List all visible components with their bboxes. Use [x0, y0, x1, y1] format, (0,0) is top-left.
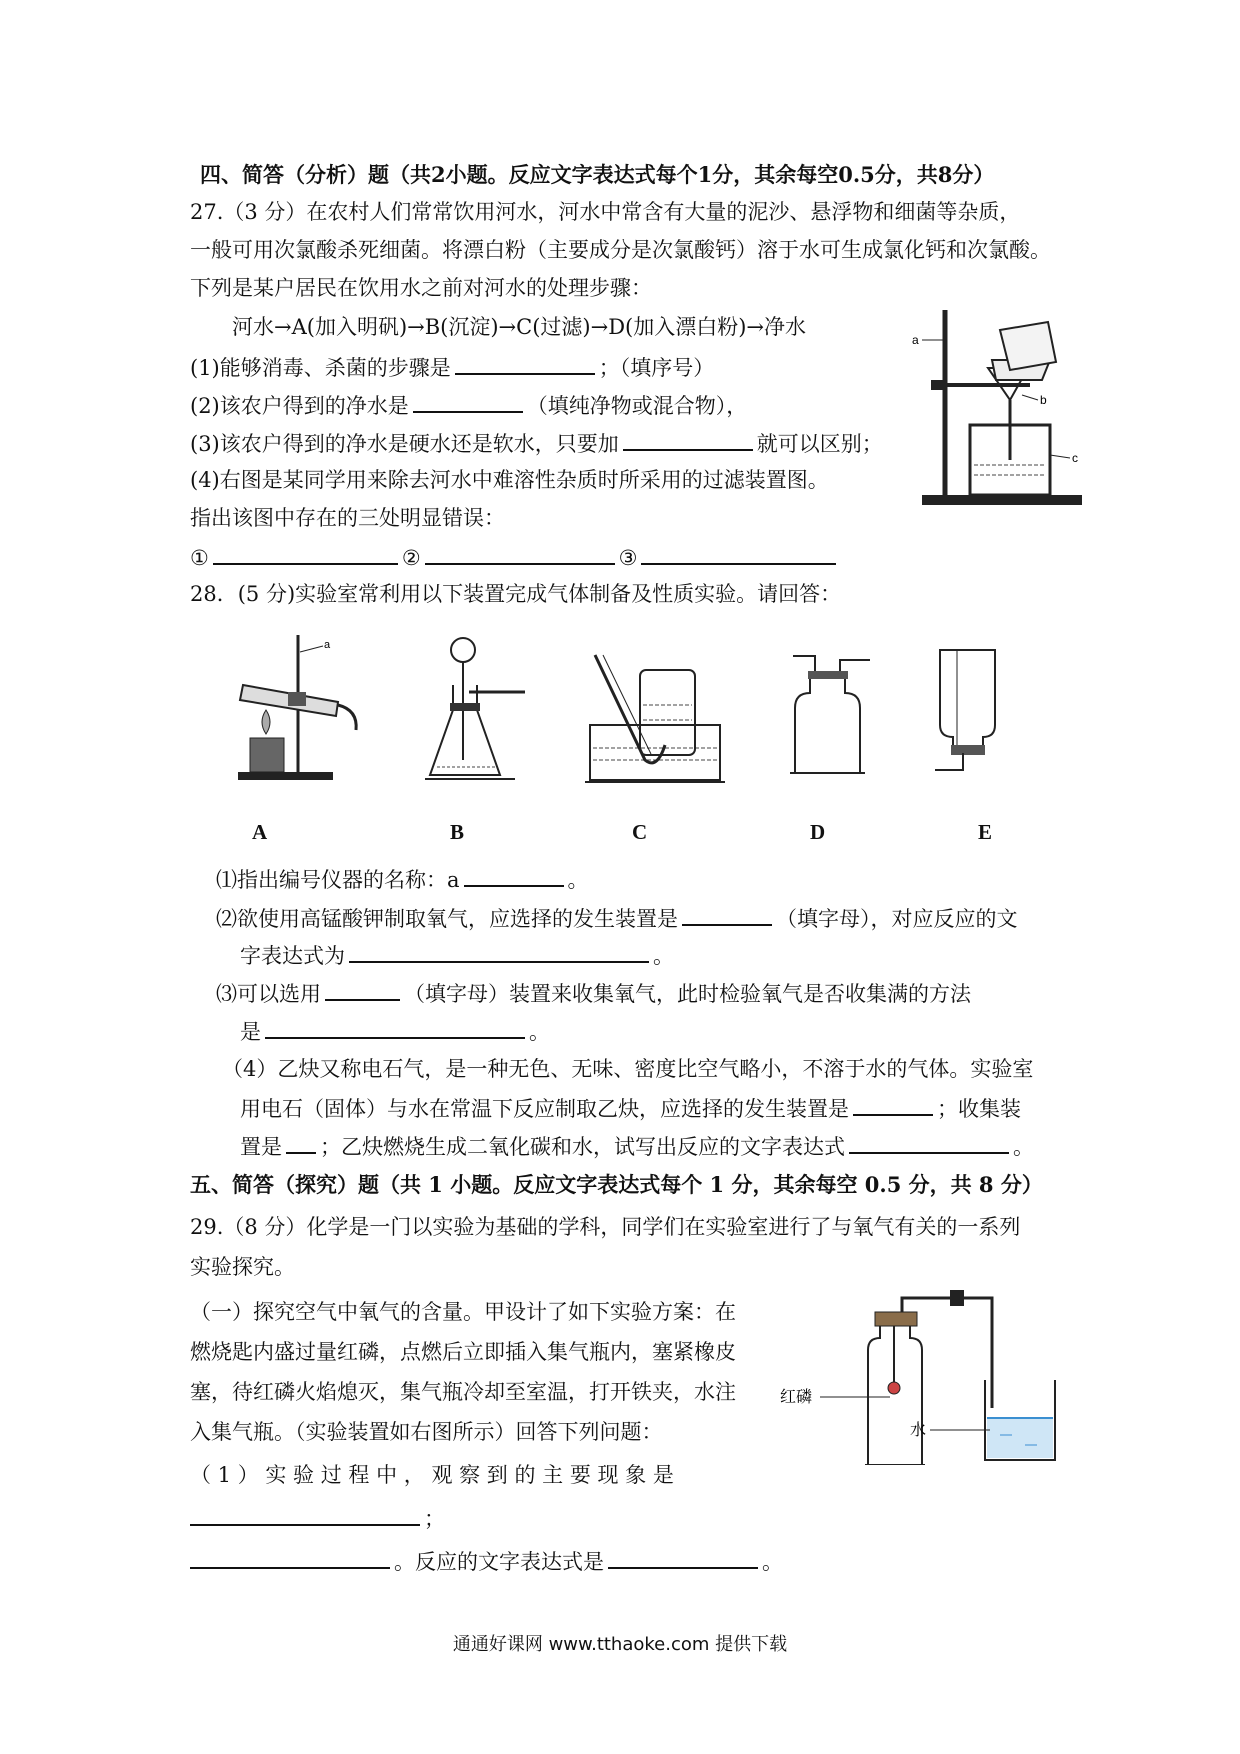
- q28-p4-text: 用电石（固体）与水在常温下反应制取乙炔，应选择的发生装置是: [240, 1097, 849, 1121]
- q27-part-2: [190, 389, 747, 421]
- q28-part-2-cont: [240, 939, 674, 971]
- q27-p2-text: (2)该农户得到的净水是: [190, 394, 409, 418]
- q28-p3-text-2: 是: [240, 1020, 261, 1044]
- answer-blank[interactable]: [286, 1130, 316, 1154]
- q28-p2-text: ⑵欲使用高锰酸钾制取氧气，应选择的发生装置是: [216, 907, 678, 931]
- mark-1: ①: [190, 546, 209, 570]
- apparatus-d-figure: [785, 648, 875, 778]
- q29-answer-line-1: [190, 1502, 445, 1534]
- filtration-apparatus-figure: [900, 300, 1100, 515]
- q29-reaction-text: 。反应的文字表达式是: [394, 1550, 604, 1574]
- apparatus-b-figure: [425, 635, 535, 785]
- apparatus-e-figure: [925, 645, 1010, 780]
- q28-p4-end: 。: [1013, 1135, 1034, 1159]
- q28-p2-end: 。: [653, 944, 674, 968]
- q27-part-4: (4)右图是某同学用来除去河水中难溶性杂质时所采用的过滤装置图。: [190, 468, 829, 492]
- answer-blank[interactable]: [623, 427, 753, 451]
- q28-p3-text: ⑶可以选用: [216, 982, 321, 1006]
- q28-p4-text-2: 置是: [240, 1135, 282, 1159]
- q27-line-3: 下列是某户居民在饮用水之前对河水的处理步骤：: [190, 276, 652, 300]
- page-footer: 通通好课网 www.tthaoke.com 提供下载: [452, 1634, 788, 1655]
- q27-error-blanks: [190, 541, 840, 573]
- q29-sub-2: 燃烧匙内盛过量红磷，点燃后立即插入集气瓶内，塞紧橡皮: [190, 1340, 736, 1364]
- answer-blank[interactable]: [190, 1502, 420, 1526]
- q29-line-1: 29.（8 分）化学是一门以实验为基础的学科，同学们在实验室进行了与氧气有关的一系列: [190, 1215, 1021, 1239]
- answer-blank[interactable]: [608, 1545, 758, 1569]
- mark-3: ③: [618, 546, 638, 570]
- q29-line-2: 实验探究。: [190, 1255, 295, 1279]
- q29-sub-1: （一）探究空气中氧气的含量。甲设计了如下实验方案：在: [190, 1300, 736, 1324]
- q28-p2-tail: （填字母），对应反应的文: [776, 907, 1018, 931]
- q27-p1-tail: ；（填序号）: [598, 356, 715, 380]
- label-a: a: [324, 639, 331, 651]
- q28-part-2: [216, 902, 1018, 934]
- label-a: a: [912, 333, 919, 347]
- q27-line-2: 一般可用次氯酸杀死细菌。将漂白粉（主要成分是次氯酸钙）溶于水可生成氯化钙和次氯酸。: [190, 238, 1051, 262]
- q28-stem: 28．(5 分)实验室常利用以下装置完成气体制备及性质实验。请回答：: [190, 582, 842, 606]
- q28-part-1: [216, 863, 589, 895]
- apparatus-label-b: B: [450, 820, 465, 844]
- apparatus-a-figure: [228, 630, 368, 785]
- q28-p4-text-3: ；乙炔燃烧生成二氧化碳和水，试写出反应的文字表达式: [320, 1135, 845, 1159]
- apparatus-c-figure: [585, 650, 725, 785]
- q28-part-3: [216, 977, 971, 1009]
- answer-blank[interactable]: [213, 541, 398, 565]
- answer-blank[interactable]: [853, 1092, 933, 1116]
- q27-part-4b: 指出该图中存在的三处明显错误：: [190, 506, 505, 530]
- answer-blank[interactable]: [265, 1015, 525, 1039]
- apparatus-label-e: E: [978, 820, 993, 844]
- mark-2: ②: [401, 546, 421, 570]
- q28-part-4-line-3: [240, 1130, 1034, 1162]
- q27-p1-text: (1)能够消毒、杀菌的步骤是: [190, 356, 451, 380]
- q28-p1-tail: 。: [567, 868, 589, 892]
- q29-question-1: （ 1 ） 实 验 过 程 中 ， 观 察 到 的 主 要 现 象 是: [190, 1463, 674, 1487]
- q29-end: 。: [762, 1550, 783, 1574]
- apparatus-label-a: A: [252, 820, 268, 844]
- label-b: b: [1040, 393, 1047, 407]
- q28-p2-text-2: 字表达式为: [240, 944, 345, 968]
- q27-p3-tail: 就可以区别；: [756, 432, 883, 456]
- answer-blank[interactable]: [682, 902, 772, 926]
- q27-part-3: [190, 427, 883, 459]
- answer-blank[interactable]: [325, 977, 400, 1001]
- section-4-title: 四、简答（分析）题（共2小题。反应文字表达式每个1分，其余每空0.5分，共8分）: [200, 162, 995, 187]
- q28-part-3-cont: [240, 1015, 550, 1047]
- answer-blank[interactable]: [464, 863, 564, 887]
- answer-blank[interactable]: [425, 541, 615, 565]
- q29-sub-4: 入集气瓶。（实验装置如右图所示）回答下列问题：: [190, 1420, 663, 1444]
- q28-part-4-line-2: [240, 1092, 1021, 1124]
- section-5-title: 五、简答（探究）题（共 1 小题。反应文字表达式每个 1 分，其余每空 0.5 分，共 8 分）: [190, 1172, 1043, 1197]
- label-c: c: [1072, 451, 1078, 465]
- label-water: 水: [910, 1422, 927, 1439]
- q29-sub-3: 塞，待红磷火焰熄灭，集气瓶冷却至室温，打开铁夹，水注: [190, 1380, 736, 1404]
- q27-p3-text: (3)该农户得到的净水是硬水还是软水，只要加: [190, 432, 619, 456]
- q27-p2-tail: （填纯净物或混合物），: [526, 394, 748, 418]
- q28-part-4: （4）乙炔又称电石气，是一种无色、无味、密度比空气略小，不溶于水的气体。实验室: [222, 1057, 1034, 1081]
- answer-blank[interactable]: [349, 939, 649, 963]
- label-red-phosphorus: 红磷: [780, 1389, 813, 1406]
- q29-answer-line-2: [190, 1545, 783, 1577]
- answer-blank[interactable]: [455, 351, 595, 375]
- q28-p3-end: 。: [529, 1020, 550, 1044]
- q28-p4-tail: ；收集装: [937, 1097, 1021, 1121]
- answer-blank[interactable]: [641, 541, 836, 565]
- answer-blank[interactable]: [190, 1545, 390, 1569]
- answer-blank[interactable]: [849, 1130, 1009, 1154]
- q28-p1-text: ⑴指出编号仪器的名称：a: [216, 868, 460, 892]
- apparatus-label-d: D: [810, 820, 826, 844]
- q27-part-1: [190, 351, 714, 383]
- oxygen-content-apparatus-figure: [780, 1290, 1060, 1465]
- q29-semicolon: ；: [424, 1507, 445, 1531]
- q28-p3-tail: （填字母）装置来收集氧气，此时检验氧气是否收集满的方法: [404, 982, 971, 1006]
- q27-line-1: 27.（3 分）在农村人们常常饮用河水，河水中常含有大量的泥沙、悬浮物和细菌等杂质，: [190, 200, 1021, 224]
- q27-steps: 河水→A(加入明矾)→B(沉淀)→C(过滤)→D(加入漂白粉)→净水: [232, 315, 807, 339]
- answer-blank[interactable]: [413, 389, 523, 413]
- apparatus-label-c: C: [632, 820, 648, 844]
